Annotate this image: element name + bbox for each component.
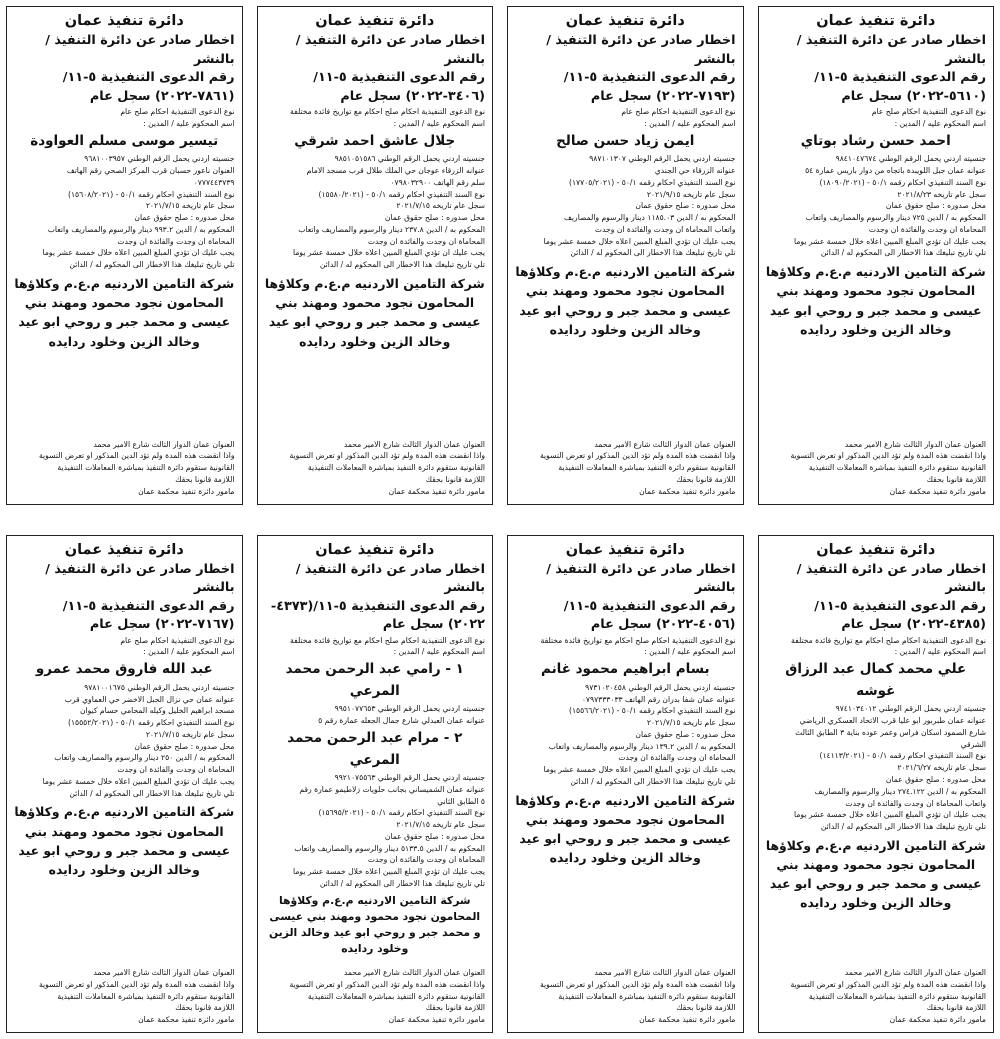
detail-line: يجب عليك ان تؤدي المبلغ المبين اعلاه خلال خمسة عشر يوما: [42, 776, 235, 786]
detail-line: عنوانه الزرقاء عوجان حي الملك طلال قرب مسجد الامام: [306, 166, 485, 176]
detail-line: محل صدوره : صلح حقوق عمان: [384, 213, 485, 223]
detail-line: المحاماة ان وجدت والفائدة ان وجدت: [367, 855, 485, 865]
footer-line: اللازمة قانونا بحقك: [175, 1003, 235, 1013]
detail-line: تلي تاريخ تبليغك هذا الاخطار الى المحكوم له / الدائن: [69, 788, 235, 798]
notice-card: [257, 6, 494, 505]
department-title: دائرة تنفيذ عمان: [565, 13, 685, 29]
signature-line: مامور دائرة تنفيذ محكمة عمان: [889, 486, 986, 496]
department-title: دائرة تنفيذ عمان: [64, 541, 184, 558]
detail-line: جنسيته اردني يحمل الرقم الوطني ٩٦٨١٠٠٣٩٥٧: [84, 154, 235, 164]
footer-line: العنوان عمان الدوار الثالث شارع الامير محمد: [343, 439, 485, 449]
footer-line: اللازمة قانونا بحقك: [676, 1003, 736, 1013]
detail-line: يجب عليك ان تؤدي المبلغ المبين اعلاه خلال خمسة عشر يوما: [543, 236, 736, 246]
detail-line: المحاماة ان وجدت والفائدة ان وجدت: [618, 753, 736, 763]
detail-line: جنسيته اردني يحمل الرقم الوطني ٩٧٨١٠٠١٦٧٥: [84, 682, 235, 692]
creditor-name: شركة التامين الاردنيه م.ع.م وكلاؤها المحامون نجود محمود ومهند بني عيسى و محمد جبر و روحي ابو عيد وخالد الزين وخلود ردايده: [515, 264, 736, 337]
detail-line: تلي تاريخ تبليغك هذا الاخطار الى المحكوم له / الدائن: [69, 260, 235, 270]
case-label: رقم الدعوى التنفيذية ٥-١١/: [313, 70, 485, 86]
footer-line: القانونية ستقوم دائرة التنفيذ بمباشرة المعاملات التنفيذية: [558, 991, 736, 1001]
footer-line: القانونية ستقوم دائرة التنفيذ بمباشرة المعاملات التنفيذية: [307, 463, 485, 473]
detail-line: نوع السند التنفيذي احكام رقمه ٥٠/١ - (١٥٦٩٥/٢٠٢١): [318, 808, 485, 818]
footer-line: واذا انقضت هذه المدة ولم تؤد الدين المذكور او تعرض التسوية: [38, 979, 235, 989]
notice-footer: [766, 436, 987, 498]
detail-line: المحكوم به / الدين ١١٨٥.٠٣ دينار والرسوم والمصاريف: [564, 213, 736, 223]
detail-line: المحاماة ان وجدت والفائدة ان وجدت: [367, 236, 485, 246]
detail-line: سجل عام تاريخه ٢٠٢١/٩/١٥: [646, 189, 736, 199]
detail-line: سجل عام تاريخه ٢٠٢١/٧/١٥: [145, 201, 235, 211]
footer-line: القانونية ستقوم دائرة التنفيذ بمباشرة المعاملات التنفيذية: [307, 991, 485, 1001]
detail-line: تلي تاريخ تبليغك هذا الاخطار الى المحكوم له / الدائن: [820, 248, 986, 258]
creditor-name: شركة التامين الاردنيه م.ع.م وكلاؤها المحامون نجود محمود ومهند بني عيسى و محمد جبر و روحي ابو عيد وخالد الزين وخلود ردايده: [765, 264, 986, 337]
department-title: دائرة تنفيذ عمان: [315, 13, 435, 29]
detail-line: نوع السند التنفيذي احكام رقمه ٥٠/١ - (١٤١١٣/٢٠٢١): [819, 751, 986, 761]
notice-title: اخطار صادر عن دائرة التنفيذ / بالنشر: [796, 561, 986, 596]
case-number: (٧٨٦١-٢٠٢٢) سجل عام: [89, 88, 235, 104]
case-label: رقم الدعوى التنفيذية ٥-١١/: [62, 598, 235, 614]
footer-line: واذا انقضت هذه المدة ولم تؤد الدين المذكور او تعرض التسوية: [289, 451, 485, 461]
case-type: نوع الدعوى التنفيذية احكام صلح عام: [621, 107, 736, 117]
notice-card: [6, 535, 243, 1034]
notice-card: [758, 535, 995, 1034]
footer-line: اللازمة قانونا بحقك: [175, 474, 235, 484]
detail-line: تلي تاريخ تبليغك هذا الاخطار الى المحكوم له / الدائن: [319, 879, 485, 889]
footer-line: واذا انقضت هذه المدة ولم تؤد الدين المذكور او تعرض التسوية: [790, 451, 986, 461]
case-number: ٢٠٢٢) سجل عام: [382, 617, 485, 633]
debtor-name: عبد الله فاروق محمد عمرو: [35, 661, 213, 678]
detail-line: الشرقي: [960, 739, 986, 749]
footer-line: اللازمة قانونا بحقك: [676, 474, 736, 484]
debtor-name: علي محمد كمال عبد الرزاق غوشه: [785, 661, 967, 699]
detail-line: سجل عام تاريخه ٢٠٢١/٧/١٥: [396, 820, 485, 830]
debtor-label: اسم المحكوم عليه / المدين :: [393, 647, 485, 657]
notice-title: اخطار صادر عن دائرة التنفيذ / بالنشر: [45, 561, 235, 596]
debtor-label: اسم المحكوم عليه / المدين :: [644, 118, 736, 128]
case-number: (٧١٦٧-٢٠٢٢) سجل عام: [89, 617, 235, 633]
detail-line: ٥ الطابق الثاني: [437, 796, 485, 806]
detail-line: محل صدوره : صلح حقوق عمان: [134, 213, 235, 223]
case-type: نوع الدعوى التنفيذية احكام صلح عام: [120, 635, 235, 645]
detail-line: سجل عام تاريخه ٢٠٢١/٦/٢٧: [897, 763, 986, 773]
debtor-label: اسم المحكوم عليه / المدين :: [143, 118, 235, 128]
notice-footer: [515, 964, 736, 1026]
detail-line: نوع السند التنفيذي احكام رقمه ٥٠/١ - (١٥٥٥٢/٢٠٢١): [67, 718, 235, 728]
footer-line: القانونية ستقوم دائرة التنفيذ بمباشرة المعاملات التنفيذية: [57, 991, 235, 1001]
detail-line: جنسيته اردني يحمل الرقم الوطني ٩٨٧١٠١٣٠٧: [589, 154, 736, 164]
creditor-name: شركة التامين الاردنيه م.ع.م وكلاؤها المحامون نجود محمود ومهند بني عيسى و محمد جبر و روحي ابو عيد وخالد الزين وخلود ردايده: [765, 837, 986, 911]
footer-line: العنوان عمان الدوار الثالث شارع الامير محمد: [343, 968, 485, 978]
debtor-name: ١ - رامي عبد الرحمن محمد المرعي: [285, 661, 464, 699]
notice-title: اخطار صادر عن دائرة التنفيذ / بالنشر: [295, 33, 485, 67]
detail-line: سلم رقم الهاتف ٠٧٩٨٠٣٢٩٠٠: [390, 177, 485, 187]
detail-line: سجل عام تاريخه ٢٠٢١/٧/١٥: [396, 201, 485, 211]
notice-title: اخطار صادر عن دائرة التنفيذ / بالنشر: [546, 33, 736, 67]
detail-line: عنوانه عمان جبل اللويبدة باتجاه من دوار باريس عمارة ٥٤: [805, 166, 986, 176]
footer-line: واذا انقضت هذه المدة ولم تؤد الدين المذكور او تعرض التسوية: [289, 979, 485, 989]
detail-line: المحكوم به / الدين ١٣٩.٢ دينار والرسوم والمصاريف واتعاب: [548, 741, 736, 751]
case-type: نوع الدعوى التنفيذية احكام صلح عام: [871, 107, 986, 117]
debtor-name: تيسير موسى مسلم العواودة: [30, 132, 219, 149]
detail-line: المحكوم به / الدين ٧٢٥ دينار والرسوم والمصاريف واتعاب: [805, 213, 986, 223]
notice-title: اخطار صادر عن دائرة التنفيذ / بالنشر: [546, 561, 736, 596]
footer-line: واذا انقضت هذه المدة ولم تؤد الدين المذكور او تعرض التسوية: [790, 979, 986, 989]
detail-line: عنوانه عمان طبربور ابو عليا قرب الاتحاد العسكري الرياضي: [799, 716, 986, 726]
detail-line: محل صدوره : صلح حقوق عمان: [384, 831, 485, 841]
footer-line: واذا انقضت هذه المدة ولم تؤد الدين المذكور او تعرض التسوية: [539, 979, 736, 989]
detail-line: يجب عليك ان تؤدي المبلغ المبين اعلاه خلال خمسة عشر يوما: [293, 248, 485, 258]
notice-title: اخطار صادر عن دائرة التنفيذ / بالنشر: [45, 33, 235, 67]
notice-title: اخطار صادر عن دائرة التنفيذ / بالنشر: [295, 561, 485, 596]
detail-line: محل صدوره : صلح حقوق عمان: [635, 201, 736, 211]
detail-line: المحكوم به / الدين ٩٩٣.٢ دينار والرسوم والمصاريف واتعاب: [47, 224, 235, 234]
detail-line: نوع السند التنفيذي احكام رقمه ٥٠/١ - (١٧٧٠٥/٢٠٢١): [568, 177, 736, 187]
case-label: رقم الدعوى التنفيذية ٥-١١/: [563, 598, 736, 614]
debtor-name: بسام ابراهيم محمود غانم: [540, 661, 710, 678]
detail-line: يجب عليك ان تؤدي المبلغ المبين اعلاه خلال خمسة عشر يوما: [543, 765, 736, 775]
case-number: (٤٠٥٦-٢٠٢٢) سجل عام: [590, 617, 736, 633]
detail-line: محل صدوره : صلح حقوق عمان: [134, 741, 235, 751]
footer-line: اللازمة قانونا بحقك: [926, 1003, 986, 1013]
detail-line: يجب عليك ان تؤدي المبلغ المبين اعلاه خلال خمسة عشر يوما: [42, 248, 235, 258]
signature-line: مامور دائرة تنفيذ محكمة عمان: [388, 486, 485, 496]
notice-footer: [14, 436, 235, 498]
case-label: رقم الدعوى التنفيذية ٥-١١/: [814, 598, 986, 614]
case-number: (٥٦١٠-٢٠٢٢) سجل عام: [841, 88, 986, 104]
detail-line: جنسيته اردني يحمل الرقم الوطني ٩٧٣١٠٢٠٤٥٨: [585, 682, 736, 692]
debtor-name: احمد حسن رشاد بوتاي: [800, 132, 951, 149]
debtor-label: اسم المحكوم عليه / المدين :: [644, 647, 736, 657]
case-label: رقم الدعوى التنفيذية ٥-١١/: [62, 70, 235, 86]
case-number: (٤٣٨٥-٢٠٢٢) سجل عام: [841, 617, 986, 633]
detail-line: واتعاب المحاماة ان وجدت والفائدة ان وجدت: [845, 798, 986, 808]
detail-line: يجب عليك ان تؤدي المبلغ المبين اعلاه خلال خمسة عشر يوما: [794, 236, 986, 246]
notice-card: [507, 6, 744, 505]
notice-footer: [515, 436, 736, 498]
signature-line: مامور دائرة تنفيذ محكمة عمان: [138, 486, 235, 496]
detail-line: مسجد ابراهيم الخليل وكيله المحامي حسام كيوان: [79, 706, 235, 716]
detail-line: نوع السند التنفيذي احكام رقمه ٥٠/١ - (١٥٦٠٨/٢٠٢١): [67, 189, 235, 199]
case-type: نوع الدعوى التنفيذية احكام صلح احكام مع تواريخ فائدة مختلفة: [540, 635, 736, 645]
case-type: نوع الدعوى التنفيذية احكام صلح عام: [120, 107, 235, 117]
detail-line: تلي تاريخ تبليغك هذا الاخطار الى المحكوم له / الدائن: [570, 776, 736, 786]
footer-line: العنوان عمان الدوار الثالث شارع الامير محمد: [844, 968, 986, 978]
creditor-name: شركة التامين الاردنيه م.ع.م وكلاؤها المحامون نجود محمود ومهند بني عيسى و محمد جبر و روحي ابو عيد وخالد الزين وخلود ردايده: [14, 275, 235, 349]
footer-line: اللازمة قانونا بحقك: [425, 1003, 485, 1013]
notice-title: اخطار صادر عن دائرة التنفيذ / بالنشر: [796, 33, 986, 67]
detail-line: جنسيته اردني يحمل الرقم الوطني ٩٧٤١٠٣٤٠١٢: [835, 704, 986, 714]
detail-line: المحاماة ان وجدت والفائدة ان وجدت: [117, 236, 235, 246]
detail-line: عنوانه عمان شفا بدران رقم الهاتف ٠٧٩٧٣٣٣٠٣٣: [581, 694, 736, 704]
debtor-name: جلال عاشق احمد شرقي: [294, 132, 456, 149]
detail-line: عنوانه عمان حي نزال الجبل الاخضر حي العماوي قرب: [64, 694, 235, 704]
creditor-name: شركة التامين الاردنيه م.ع.م وكلاؤها المحامون نجود محمود ومهند بني عيسى و محمد جبر و روحي ابو عيد وخالد الزين وخلود ردايده: [14, 804, 235, 878]
detail-line: المحاماة ان وجدت والفائدة ان وجدت: [868, 224, 986, 234]
case-label: رقم الدعوى التنفيذية ٥-١١/: [563, 70, 736, 86]
detail-line: عنوانه عمان العبدلي شارع جمال الجعله عمارة رقم ٥: [318, 716, 485, 726]
footer-line: العنوان عمان الدوار الثالث شارع الامير محمد: [93, 439, 235, 449]
footer-line: العنوان عمان الدوار الثالث شارع الامير محمد: [594, 439, 736, 449]
creditor-name: شركة التامين الاردنيه م.ع.م وكلاؤها المحامون نجود محمود ومهند بني عيسى و محمد جبر و روحي ابو عيد وخالد الزين وخلود ردايده: [268, 893, 481, 956]
creditor-name: شركة التامين الاردنيه م.ع.م وكلاؤها المحامون نجود محمود ومهند بني عيسى و محمد جبر و روحي ابو عيد وخالد الزين وخلود ردايده: [264, 275, 485, 349]
detail-line: سجل عام تاريخه ٢٠٢١/٧/١٥: [646, 718, 736, 728]
signature-line: مامور دائرة تنفيذ محكمة عمان: [138, 1015, 235, 1025]
notice-card: [507, 535, 744, 1034]
footer-line: العنوان عمان الدوار الثالث شارع الامير محمد: [93, 968, 235, 978]
case-number: (٧١٩٣-٢٠٢٢) سجل عام: [590, 88, 736, 104]
detail-line: سجل عام تاريخه ٢٠٢١/٨/٢٣: [897, 189, 986, 199]
detail-line: تلي تاريخ تبليغك هذا الاخطار الى المحكوم له / الدائن: [319, 260, 485, 270]
detail-line: يجب عليك ان تؤدي المبلغ المبين اعلاه خلال خمسة عشر يوما: [794, 810, 986, 820]
debtor-label: اسم المحكوم عليه / المدين :: [894, 118, 986, 128]
case-label: رقم الدعوى التنفيذية ٥-١١/: [814, 70, 986, 86]
footer-line: العنوان عمان الدوار الثالث شارع الامير محمد: [844, 439, 986, 449]
case-type: نوع الدعوى التنفيذية احكام صلح احكام مع تواريخ فائدة مختلفة: [290, 635, 485, 645]
notice-footer: [265, 964, 486, 1026]
case-type: نوع الدعوى التنفيذية احكام صلح احكام مع تواريخ فائدة مختلفة: [791, 635, 986, 645]
footer-line: اللازمة قانونا بحقك: [926, 474, 986, 484]
detail-line: المحكوم به / الدين ٢٧٤.١٢٢ دينار والرسوم والمصاريف: [814, 786, 986, 796]
creditor-name: شركة التامين الاردنيه م.ع.م وكلاؤها المحامون نجود محمود ومهند بني عيسى و محمد جبر و روحي ابو عيد وخالد الزين وخلود ردايده: [515, 792, 736, 866]
department-title: دائرة تنفيذ عمان: [816, 541, 936, 558]
notice-card: [257, 535, 494, 1034]
debtor-label: اسم المحكوم عليه / المدين :: [393, 118, 485, 128]
department-title: دائرة تنفيذ عمان: [64, 13, 184, 29]
footer-line: العنوان عمان الدوار الثالث شارع الامير محمد: [594, 968, 736, 978]
signature-line: مامور دائرة تنفيذ محكمة عمان: [639, 486, 736, 496]
notice-card: [6, 6, 243, 505]
signature-line: مامور دائرة تنفيذ محكمة عمان: [388, 1015, 485, 1025]
detail-line: تلي تاريخ تبليغك هذا الاخطار الى المحكوم له / الدائن: [570, 248, 736, 258]
detail-line: جنسيته اردني يحمل الرقم الوطني ٩٨٥١٠٥١٥٨٦: [334, 154, 485, 164]
signature-line: مامور دائرة تنفيذ محكمة عمان: [639, 1015, 736, 1025]
footer-line: واذا انقضت هذه المدة ولم تؤد الدين المذكور او تعرض التسوية: [38, 451, 235, 461]
detail-line: المحكوم به / الدين ٢٣٧.٨ دينار والرسوم والمصاريف واتعاب: [298, 224, 485, 234]
notice-footer: [14, 964, 235, 1026]
detail-line: عنوانه عمان الشميساني بجانب حلويات زلاطيمو عمارة رقم: [299, 784, 485, 794]
detail-line: نوع السند التنفيذي احكام رقمه ٥٠/١ - (١٥٥٨٠/٢٠٢١): [318, 189, 485, 199]
detail-line: واتعاب المحاماة ان وجدت والفائدة ان وجدت: [594, 224, 736, 234]
detail-line: شارع الصمود اسكان فراس وعمر عوده بناية ٣ الطابق الثالث: [795, 727, 986, 737]
debtor-label: اسم المحكوم عليه / المدين :: [894, 647, 986, 657]
signature-line: مامور دائرة تنفيذ محكمة عمان: [889, 1015, 986, 1025]
department-title: دائرة تنفيذ عمان: [816, 13, 936, 29]
detail-line: يجب عليك ان تؤدي المبلغ المبين اعلاه خلال خمسة عشر يوما: [293, 867, 485, 877]
detail-line: العنوان ناعور حسبان قرب المركز الصحي رقم الهاتف: [66, 166, 235, 176]
case-label: رقم الدعوى التنفيذية ٥-١١/(٤٣٧٣-: [270, 598, 485, 614]
notice-card: [758, 6, 995, 505]
department-title: دائرة تنفيذ عمان: [565, 541, 685, 558]
footer-line: واذا انقضت هذه المدة ولم تؤد الدين المذكور او تعرض التسوية: [539, 451, 736, 461]
detail-line: المحاماة ان وجدت والفائدة ان وجدت: [117, 765, 235, 775]
detail-line: المحكوم به / الدين ٢٥٠ دينار والرسوم والمصاريف واتعاب: [54, 753, 235, 763]
notice-footer: [766, 964, 987, 1026]
detail-line: تلي تاريخ تبليغك هذا الاخطار الى المحكوم له / الدائن: [820, 822, 986, 832]
footer-line: القانونية ستقوم دائرة التنفيذ بمباشرة المعاملات التنفيذية: [558, 463, 736, 473]
department-title: دائرة تنفيذ عمان: [315, 541, 435, 558]
case-type: نوع الدعوى التنفيذية احكام صلح احكام مع تواريخ فائدة مختلفة: [290, 107, 485, 117]
debtor-name-2: ٢ - مرام عبد الرحمن محمد المرعي: [287, 729, 463, 768]
notices-grid: [6, 6, 994, 1033]
detail-line: ٠٧٧٧٤٤٣٧٣٩: [193, 177, 235, 187]
detail-line: سجل عام تاريخه ٢٠٢١/٧/١٥: [145, 729, 235, 739]
notice-footer: [265, 436, 486, 498]
detail-line: محل صدوره : صلح حقوق عمان: [885, 201, 986, 211]
detail-line: المحكوم به / الدين ٥١٣٣.٥ دينار والرسوم والمصاريف واتعاب: [294, 843, 485, 853]
debtor-label: اسم المحكوم عليه / المدين :: [143, 647, 235, 657]
detail-line: جنسيته اردني يحمل الرقم الوطني ٩٩٥١٠٧٧٦٥٣: [334, 704, 485, 714]
detail-line: محل صدوره : صلح حقوق عمان: [885, 775, 986, 784]
case-number: (٣٤٠٦-٢٠٢٢) سجل عام: [340, 88, 485, 104]
detail-line: جنسيته اردني يحمل الرقم الوطني ٩٨٤١٠٤٧٦٧٤: [835, 154, 986, 164]
footer-line: القانونية ستقوم دائرة التنفيذ بمباشرة المعاملات التنفيذية: [57, 463, 235, 473]
footer-line: القانونية ستقوم دائرة التنفيذ بمباشرة المعاملات التنفيذية: [808, 463, 986, 473]
detail-line: جنسيته اردني يحمل الرقم الوطني ٩٩٢١٠٧٥٥٦٣: [334, 773, 485, 783]
detail-line: نوع السند التنفيذي احكام رقمه ٥٠/١ - (١٥٥٦٦/٢٠٢١): [568, 706, 736, 716]
debtor-name: ايمن زياد حسن صالح: [556, 132, 695, 149]
detail-line: نوع السند التنفيذي احكام رقمه ٥٠/١ - (١٨٠٩٠/٢٠٢١): [819, 177, 986, 187]
detail-line: محل صدوره : صلح حقوق عمان: [635, 729, 736, 739]
footer-line: القانونية ستقوم دائرة التنفيذ بمباشرة المعاملات التنفيذية: [808, 991, 986, 1001]
detail-line: عنوانه الزرقاء حي الجندي: [654, 166, 736, 176]
footer-line: اللازمة قانونا بحقك: [425, 474, 485, 484]
